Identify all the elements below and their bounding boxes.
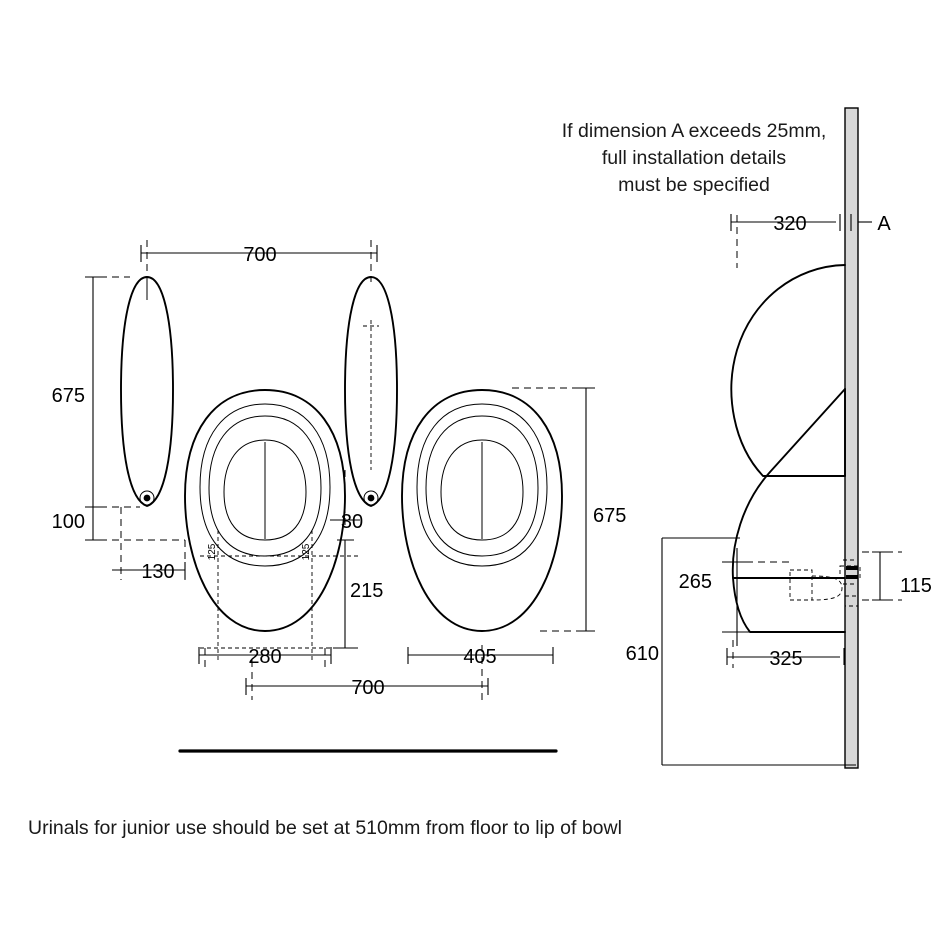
urinal-bowl-right: [402, 390, 562, 631]
dim-610-label: 610: [625, 643, 659, 665]
dim-405-label: 405: [463, 646, 497, 668]
dim-100-left: [52, 507, 185, 540]
dim-280: [199, 646, 331, 672]
divider-panel-middle: [345, 277, 397, 506]
dim-detail-right-label: 125: [301, 543, 312, 561]
dim-325-label: 325: [769, 648, 803, 670]
divider-panel-left: [121, 277, 173, 506]
note-line-1: If dimension A exceeds 25mm,: [561, 120, 827, 142]
note-line-2: full installation details: [601, 147, 787, 169]
dim-30: [330, 470, 363, 533]
dim-675-right-label: 675: [593, 505, 627, 527]
dim-280-label: 280: [248, 646, 282, 668]
dim-700-bottom-label: 700: [351, 677, 385, 699]
dim-265-label: 265: [678, 571, 712, 593]
dim-320: [731, 213, 840, 268]
dim-405: [408, 646, 553, 668]
note-line-3: must be specified: [618, 174, 770, 196]
caption: Urinals for junior use should be set at 510mm from floor to lip of bowl: [28, 817, 622, 839]
dim-700-top-label: 700: [243, 244, 277, 266]
dim-675-right: [512, 388, 626, 631]
dim-320-label: 320: [773, 213, 807, 235]
dim-610: [626, 538, 856, 765]
dim-detail-bowl-left: [200, 530, 360, 660]
urinal-bowl-left: [185, 390, 345, 631]
dim-30-label: 30: [340, 511, 364, 533]
dim-325: [727, 640, 844, 670]
dim-115-label: 115: [900, 575, 932, 597]
dim-700-bottom: [246, 645, 488, 700]
dim-700-top: [141, 240, 377, 282]
dim-detail-left-label: 125: [207, 543, 218, 561]
dim-100-left-label: 100: [51, 511, 85, 533]
wall-section: [845, 108, 858, 768]
dim-215-label: 215: [350, 580, 384, 602]
dim-675-left-label: 675: [51, 385, 85, 407]
dim-130: [112, 507, 185, 583]
dim-a-label: A: [877, 213, 891, 235]
dim-130-label: 130: [141, 561, 175, 583]
dim-115: [862, 552, 932, 600]
